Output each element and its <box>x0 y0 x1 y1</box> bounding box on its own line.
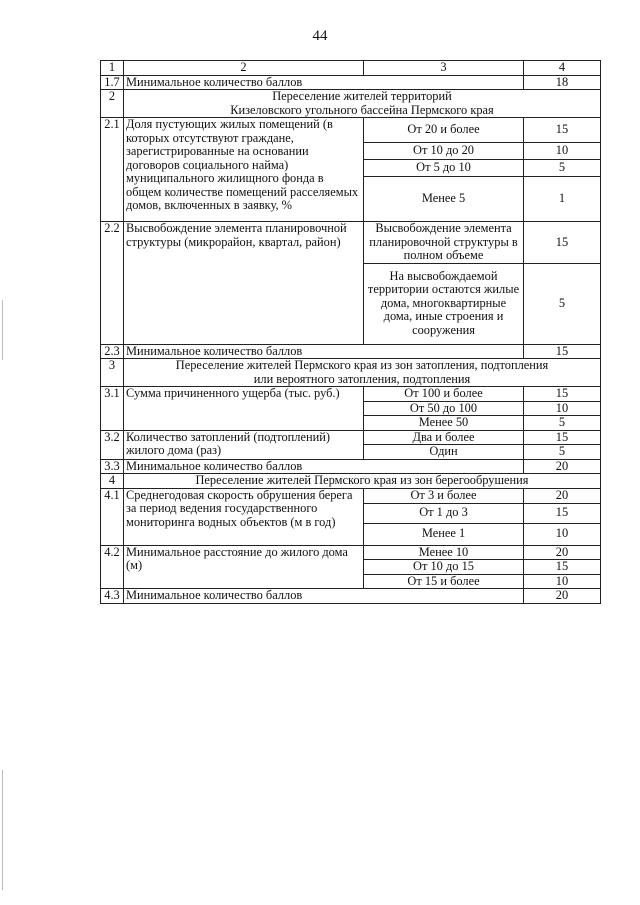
score: 5 <box>524 416 601 431</box>
row-number: 3.1 <box>101 387 124 431</box>
score: 15 <box>524 387 601 402</box>
option-value: От 1 до 3 <box>364 503 524 523</box>
section-row <box>101 359 601 387</box>
section-title-line: Переселение жителей Пермского края из зон затопления, подтопления <box>175 358 549 372</box>
score: 20 <box>524 545 601 560</box>
row-number: 2.2 <box>101 222 124 345</box>
score: 20 <box>524 488 601 503</box>
criterion-text: Количество затоплений (подтоплений) жилого дома (раз) <box>124 430 364 459</box>
score: 18 <box>524 75 601 90</box>
section-number: 3 <box>101 359 124 387</box>
header-col-2: 2 <box>124 61 364 76</box>
criterion-text: Минимальное количество баллов <box>124 344 524 359</box>
row-number: 3.2 <box>101 430 124 459</box>
score: 5 <box>524 160 601 177</box>
section-title-line: Переселение жителей территорий <box>272 89 452 103</box>
criterion-text: Минимальное расстояние до жилого дома (м) <box>124 545 364 589</box>
criterion-text: Среднегодовая скорость обрушения берега за период ведения государственного мониторинга водных объектов (м в год) <box>124 488 364 545</box>
option-value: Два и более <box>364 430 524 445</box>
row-number: 4.3 <box>101 589 124 604</box>
option-value: Менее 5 <box>364 177 524 222</box>
table-row <box>101 430 601 445</box>
scan-edge-mark <box>2 300 3 360</box>
option-value: На высвобождаемой территории остаются жилые дома, многоквартирные дома, иные строения и сооружения <box>364 263 524 344</box>
option-value: Высвобождение элемента планировочной структуры в полном объеме <box>364 222 524 264</box>
option-value: От 10 до 20 <box>364 143 524 160</box>
table-row <box>101 459 601 474</box>
score: 10 <box>524 143 601 160</box>
score: 10 <box>524 574 601 589</box>
score: 15 <box>524 503 601 523</box>
section-row <box>101 474 601 489</box>
header-col-1: 1 <box>101 61 124 76</box>
criterion-text: Доля пустующих жилых помещений (в которых отсутствуют граждане, зарегистрированные на основании договоров социального найма) муниципального жилищного фонда в общем количестве помещений расселяемых домов, включенных в заявку, % <box>124 118 364 222</box>
score: 20 <box>524 589 601 604</box>
section-title-line: Кизеловского угольного бассейна Пермского края <box>230 102 494 117</box>
score: 20 <box>524 459 601 474</box>
section-number: 2 <box>101 90 124 118</box>
score: 1 <box>524 177 601 222</box>
option-value: От 50 до 100 <box>364 401 524 416</box>
row-number: 2.3 <box>101 344 124 359</box>
scan-edge-mark <box>2 770 3 890</box>
row-number: 4.1 <box>101 488 124 545</box>
table-row <box>101 118 601 143</box>
table-row <box>101 545 601 560</box>
table-row <box>101 589 601 604</box>
option-value: От 5 до 10 <box>364 160 524 177</box>
criterion-text: Минимальное количество баллов <box>124 75 524 90</box>
score: 15 <box>524 344 601 359</box>
score: 5 <box>524 445 601 460</box>
criterion-text: Сумма причиненного ущерба (тыс. руб.) <box>124 387 364 431</box>
header-col-4: 4 <box>524 61 601 76</box>
criterion-text: Минимальное количество баллов <box>124 589 524 604</box>
option-value: От 100 и более <box>364 387 524 402</box>
section-title-line: или вероятного затопления, подтопления <box>253 371 471 386</box>
score: 10 <box>524 401 601 416</box>
option-value: Один <box>364 445 524 460</box>
option-value: От 10 до 15 <box>364 560 524 575</box>
row-number: 3.3 <box>101 459 124 474</box>
row-number: 2.1 <box>101 118 124 222</box>
score: 10 <box>524 523 601 545</box>
criterion-text: Минимальное количество баллов <box>124 459 524 474</box>
criteria-table <box>100 60 601 604</box>
option-value: Менее 50 <box>364 416 524 431</box>
score: 15 <box>524 118 601 143</box>
row-number: 1.7 <box>101 75 124 90</box>
section-row <box>101 90 601 118</box>
table-header-row <box>101 61 601 76</box>
option-value: Менее 1 <box>364 523 524 545</box>
table-row <box>101 222 601 264</box>
section-title <box>124 359 601 387</box>
section-title: Переселение жителей Пермского края из зон берегообрушения <box>124 474 601 489</box>
score: 15 <box>524 560 601 575</box>
header-col-3: 3 <box>364 61 524 76</box>
section-title <box>124 90 601 118</box>
page-number: 44 <box>312 28 328 44</box>
score: 15 <box>524 222 601 264</box>
table-row <box>101 344 601 359</box>
score: 15 <box>524 430 601 445</box>
option-value: От 20 и более <box>364 118 524 143</box>
option-value: От 3 и более <box>364 488 524 503</box>
criterion-text: Высвобождение элемента планировочной структуры (микрорайон, квартал, район) <box>124 222 364 345</box>
option-value: Менее 10 <box>364 545 524 560</box>
section-number: 4 <box>101 474 124 489</box>
table-row <box>101 488 601 503</box>
row-number: 4.2 <box>101 545 124 589</box>
table-row <box>101 75 601 90</box>
table-row <box>101 387 601 402</box>
score: 5 <box>524 263 601 344</box>
option-value: От 15 и более <box>364 574 524 589</box>
